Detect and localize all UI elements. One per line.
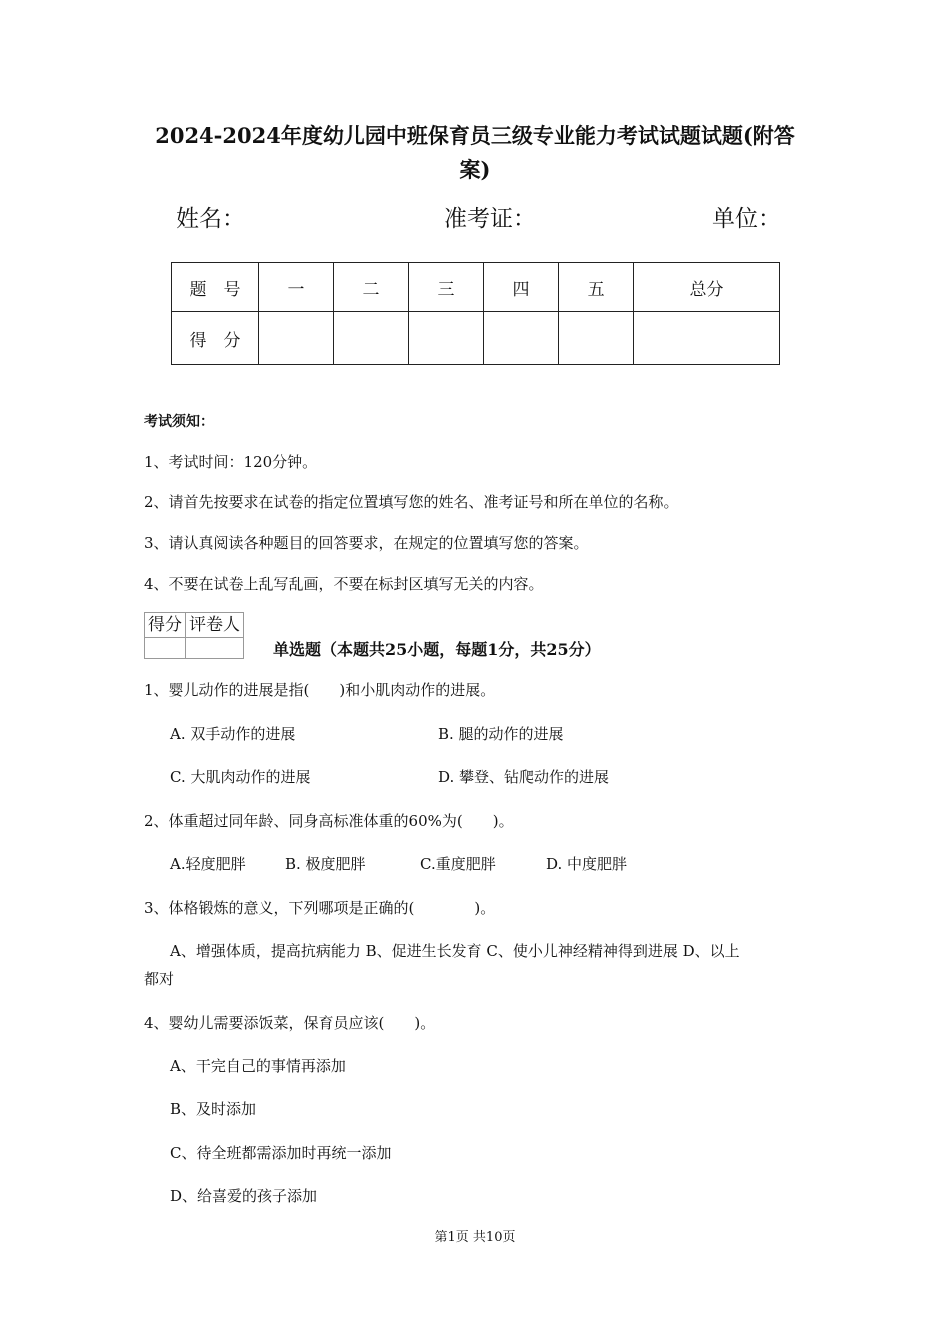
question-stem: 3、体格锻炼的意义，下列哪项是正确的( )。 bbox=[144, 899, 496, 917]
score-table-header-row bbox=[172, 263, 780, 312]
score-cell[interactable] bbox=[634, 312, 780, 365]
unit-label: 单位： bbox=[712, 206, 781, 232]
doc-title-line2: 案) bbox=[459, 157, 491, 182]
score-table bbox=[171, 262, 780, 365]
column-header: 一 bbox=[259, 263, 334, 312]
column-header: 五 bbox=[559, 263, 634, 312]
grader-score-label: 得分 bbox=[145, 613, 186, 638]
options-line: 都对 bbox=[144, 970, 175, 988]
question-stem: 4、婴幼儿需要添饭菜，保育员应该( )。 bbox=[144, 1014, 436, 1032]
option-d: D、给喜爱的孩子添加 bbox=[170, 1187, 318, 1205]
score-cell[interactable] bbox=[334, 312, 409, 365]
doc-title-line1: 2024-2024年度幼儿园中班保育员三级专业能力考试试题试题(附答 bbox=[155, 123, 795, 148]
option-b: B. 极度肥胖 bbox=[285, 855, 366, 873]
column-header: 总分 bbox=[634, 263, 780, 312]
exam-id-label: 准考证： bbox=[444, 206, 536, 232]
name-label: 姓名： bbox=[176, 206, 245, 232]
option-d: D. 中度肥胖 bbox=[546, 855, 628, 873]
question-stem: 1、婴儿动作的进展是指( )和小肌肉动作的进展。 bbox=[144, 681, 496, 699]
notice-item: 4、不要在试卷上乱写乱画，不要在标封区填写无关的内容。 bbox=[144, 575, 544, 593]
option-b: B. 腿的动作的进展 bbox=[438, 725, 564, 743]
option-b: B、及时添加 bbox=[170, 1100, 257, 1118]
option-c: C. 大肌肉动作的进展 bbox=[170, 768, 311, 786]
grader-score-cell[interactable] bbox=[145, 638, 186, 659]
notice-item: 1、考试时间：120分钟。 bbox=[144, 453, 318, 471]
column-header: 三 bbox=[409, 263, 484, 312]
section-title: 单选题（本题共25小题，每题1分，共25分） bbox=[273, 640, 601, 659]
question-stem: 2、体重超过同年龄、同身高标准体重的60%为( )。 bbox=[144, 812, 514, 830]
score-table-score-row bbox=[172, 312, 780, 365]
page-footer: 第1页 共10页 bbox=[434, 1230, 516, 1245]
score-cell[interactable] bbox=[484, 312, 559, 365]
grader-name-label: 评卷人 bbox=[186, 613, 244, 638]
notice-item: 2、请首先按要求在试卷的指定位置填写您的姓名、准考证号和所在单位的名称。 bbox=[144, 493, 679, 511]
notice-item: 3、请认真阅读各种题目的回答要求，在规定的位置填写您的答案。 bbox=[144, 534, 589, 552]
notice-title: 考试须知： bbox=[144, 414, 214, 430]
grader-name-cell[interactable] bbox=[186, 638, 244, 659]
column-header: 四 bbox=[484, 263, 559, 312]
score-cell[interactable] bbox=[559, 312, 634, 365]
option-a: A.轻度肥胖 bbox=[170, 855, 246, 873]
score-label: 得 分 bbox=[172, 312, 259, 365]
option-a: A. 双手动作的进展 bbox=[170, 725, 296, 743]
column-header: 二 bbox=[334, 263, 409, 312]
score-cell[interactable] bbox=[259, 312, 334, 365]
option-d: D. 攀登、钻爬动作的进展 bbox=[438, 768, 610, 786]
grader-box bbox=[144, 612, 244, 659]
score-cell[interactable] bbox=[409, 312, 484, 365]
option-a: A、干完自己的事情再添加 bbox=[170, 1057, 346, 1075]
option-c: C、待全班都需添加时再统一添加 bbox=[170, 1144, 392, 1162]
options-line: A、增强体质，提高抗病能力 B、促进生长发育 C、使小儿神经精神得到进展 D、以上 bbox=[170, 942, 740, 960]
question-number-label: 题 号 bbox=[172, 263, 259, 312]
option-c: C.重度肥胖 bbox=[420, 855, 496, 873]
